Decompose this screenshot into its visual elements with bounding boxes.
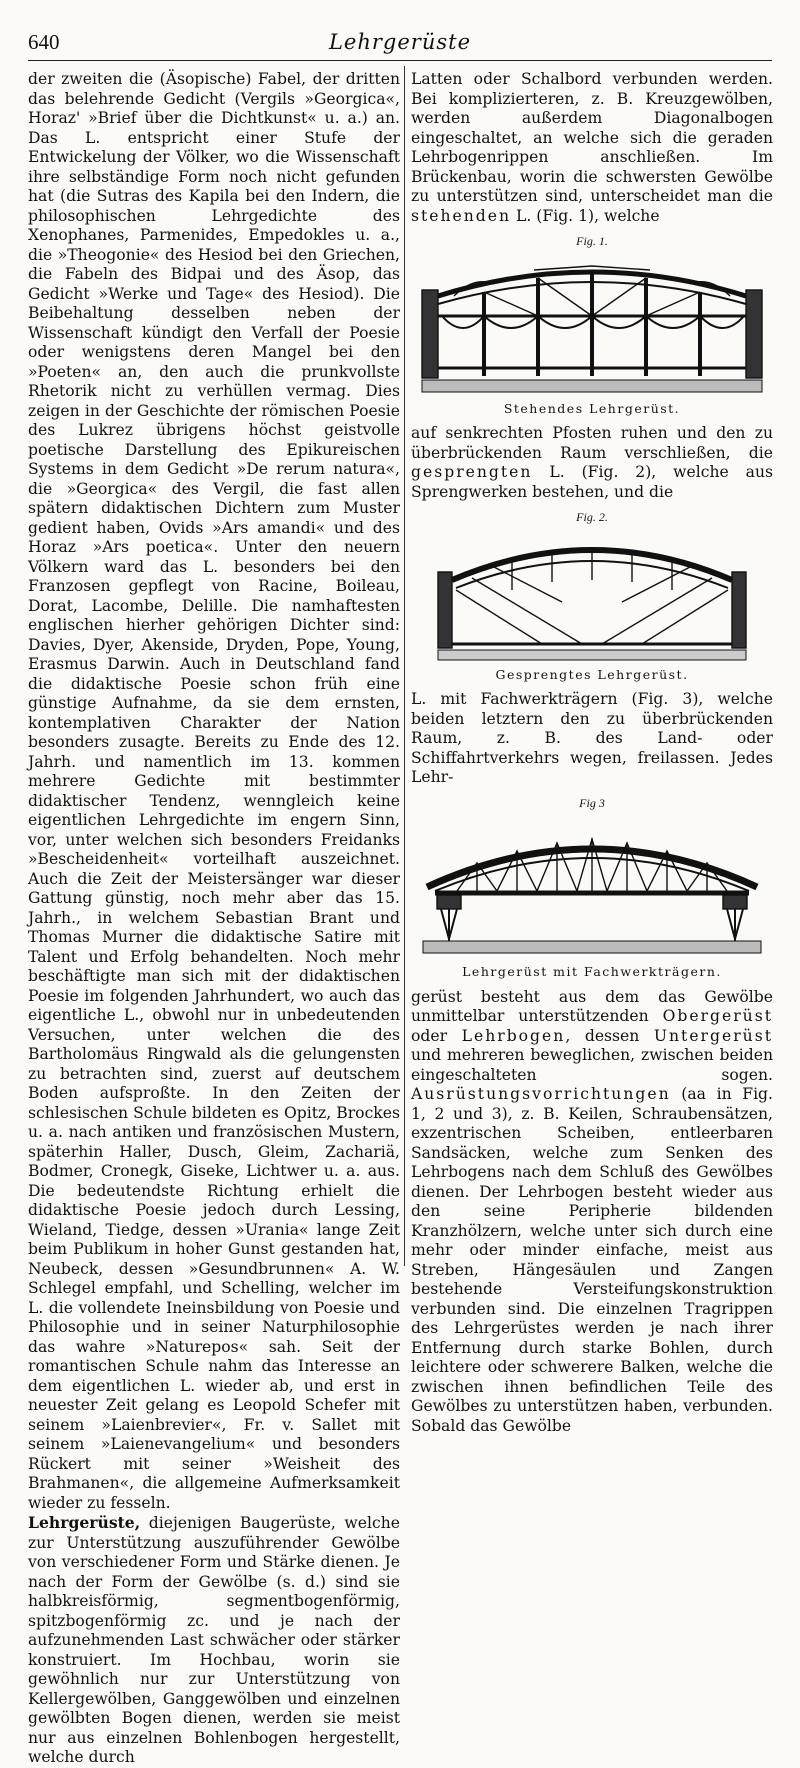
spaced-term: Ausrüstungsvorrichtungen xyxy=(411,1085,671,1103)
figure-2 xyxy=(411,508,773,684)
paragraph: der zweiten die (Äsopische) Fabel, der dritten das belehrende Gedicht (Vergils »Georgica«, Horaz' »Brief über die Dichtkunst« u. a.) an. Das L. entspricht einer Stufe der Entwickelung der Völker, wo die Wissenschaft ihre selbständige Form noch nicht gefunden hat (die Sutras des Kapila bei den Indern, die philosophischen Lehrgedichte des Xenophanes, Parmenides, Empedokles u. a., die »Theogonie« des Hesiod bei den Griechen, die Fabeln des Bidpai und des Äsop, das Gedicht »Werke und Tage« des Hesiod). Die Beibehaltung desselben neben der Wissenschaft kündigt den Verfall der Poesie oder wenigstens deren Mangel bei den »Poeten« an, den auch die prunkvollste Rhetorik nicht zu verhüllen vermag. Dies zeigen in der Geschichte der römischen Poesie des Lukrez übrigens höchst geistvolle poetische Darstellung des Epikureischen Systems in dem Gedicht »De rerum natura«, die »Georgica« des Vergil, die fast allen spätern didaktischen Dichtern zum Muster gedient haben, Ovids »Ars amandi« und des Horaz »Ars poetica«. Unter den neuern Völkern ward das L. besonders bei den Franzosen gepflegt von Racine, Boileau, Dorat, Lacombe, Delille. Die namhaftesten englischen hierher gehörigen Dichter sind: Davies, Dyer, Akenside, Dryden, Pope, Young, Erasmus Darwin. Auch in Deutschland fand die didaktische Poesie schon früh eine günstige Aufnahme, da sie dem ernsten, kontemplativen Charakter der Nation besonders zusagte. Bereits zu Ende des 12. Jahrh. und namentlich im 13. kommen mehrere Gedichte mit bestimmter didaktischer Tendenz, wenngleich keine eigentlichen Lehrgedichte im engern Sinn, vor, unter welchen sich besonders Freidanks »Bescheidenheit« vorteilhaft auszeichnet. Auch die Zeit der Meistersänger war dieser Gattung günstig, noch mehr aber das 15. Jahrh., in welchem Sebastian Brant und Thomas Murner die didaktische Satire mit Talent und Erfolg behandelten. Noch mehr beschäftigte man sich mit der didaktischen Poesie im folgenden Jahrhundert, wo auch das eigentliche L., obwohl nur in unbedeutenden Versuchen, unter welchen die des Bartholomäus Ringwald als die gelungensten zu betrachten sind, zuerst auf deutschem Boden aufsproßte. In den Zeiten der schlesischen Schule bildeten es Opitz, Brockes u. a. nach antiken und französischen Mustern, späterhin Haller, Dusch, Gleim, Zachariä, Bodmer, Cronegk, Giseke, Lichtwer u. a. aus. Die bedeutendste Richtung erhielt die didaktische Poesie jedoch durch Lessing, Wieland, Tiedge, dessen »Urania« lange Zeit beim Publikum in hoher Gunst gestanden hat, Neubeck, dessen »Gesundbrunnen« A. W. Schlegel empfahl, und Schelling, welcher im L. die vollendete Ineinsbildung von Poesie und Philosophie und in seiner Naturphilosophie das wahre »Naturepos« sah. Seit der romantischen Schule nahm das Interesse an dem eigentlichen L. wieder ab, und erst in neuester Zeit gelang es Leopold Schefer mit seinem »Laienbrevier«, Fr. v. Sallet mit seinem »Laienevangelium« und besonders Rückert mit seiner »Weisheit des Brahmanen«, die allgemeine Aufmerksamkeit wieder zu fesseln. xyxy=(28,70,400,1512)
braced-centering-illustration xyxy=(432,532,752,662)
page-number: 640 xyxy=(28,30,60,54)
right-column xyxy=(411,70,773,1435)
spaced-term: Obergerüst xyxy=(662,1007,773,1025)
page-header xyxy=(28,26,772,61)
entry-text: diejenigen Baugerüste, welche zur Unterstützung auszuführender Gewölbe von verschiedener Form und Stärke dienen. Je nach der Form der Gewölbe (s. d.) sind sie halbkreisförmig, segmentbogenförmig, spitzbogenförmig zc. und je nach der aufzunehmenden Last schwächer oder stärker konstruiert. Im Hochbau, worin sie gewöhnlich nur zur Unterstützung von Kellergewölben, Ganggewölben und einzelnen gewölbten Bogen dienen, werden sie meist nur aus einzelnen Bohlenbogen hergestellt, welche durch xyxy=(28,1514,400,1766)
left-column xyxy=(28,70,400,1766)
column-divider xyxy=(404,66,405,1266)
figure-1 xyxy=(411,232,773,418)
entry-lehrgerueste xyxy=(28,1513,400,1768)
spaced-term: stehenden xyxy=(411,206,512,225)
paragraph: L. mit Fachwerkträgern (Fig. 3), welche beiden letztern den zu überbrückenden Raum, z. B. des Land- oder Schiffahrtverkehrs wegen, freilassen. Jedes Lehr- xyxy=(411,690,773,786)
standing-centering-illustration xyxy=(414,256,770,396)
paragraph xyxy=(411,424,773,502)
spaced-term: Lehrbogen xyxy=(461,1026,566,1045)
figure-caption: Lehrgerüst mit Fachwerkträgern. xyxy=(462,964,722,979)
text-run: oder xyxy=(411,1026,462,1045)
entry-headword: Lehrgerüste, xyxy=(28,1513,141,1532)
text-run: , dessen xyxy=(565,1026,654,1045)
figure-caption: Stehendes Lehrgerüst. xyxy=(503,400,681,416)
text-run: gerüst besteht aus dem das Gewölbe unmittelbar unterstützenden xyxy=(411,987,773,1025)
text-run: Latten oder Schalbord verbunden werden. Bei komplizierteren, z. B. Kreuzgewölben, werden außerdem Diagonalbogen eingeschaltet, an welche sich die geraden Lehrbogenrippen anschließen. Im Brückenbau, worin die schwersten Gewölbe zu unterstützen sind, unterscheidet man die xyxy=(411,70,773,205)
text-run: L. (Fig. 2), welche aus Sprengwerken bestehen, und die xyxy=(411,463,773,501)
spaced-term: Untergerüst xyxy=(653,1026,773,1045)
figure-caption: Gesprengtes Lehrgerüst. xyxy=(495,666,689,682)
truss-centering-illustration xyxy=(417,817,767,959)
text-run: L. (Fig. 1), welche xyxy=(511,206,660,225)
text-run: und mehreren beweglichen, zwischen beiden eingeschalteten sogen. xyxy=(411,1046,773,1084)
running-title: Lehrgerüste xyxy=(328,30,471,54)
figure-3 xyxy=(411,794,773,982)
paragraph xyxy=(411,70,773,226)
figure-label: Fig 3 xyxy=(579,795,605,810)
figure-label: Fig. 2. xyxy=(576,510,608,524)
paragraph xyxy=(411,988,773,1437)
spaced-term: gesprengten xyxy=(411,463,533,481)
text-run: auf senkrechten Pfosten ruhen und den zu überbrückenden Raum verschließen, die xyxy=(411,424,773,462)
text-run: (aa in Fig. 1, 2 und 3), z. B. Keilen, Schraubensätzen, exzentrischen Scheiben, entleerbaren Sandsäcken, welche zum Senken des Lehrbogens nach dem Schluß des Gewölbes dienen. Der Lehrbogen besteht wieder aus den seine Peripherie bildenden Kranzhölzern, welche unter sich durch eine mehr oder minder einfache, meist aus Streben, Hängesäulen und Zangen bestehende Versteifungskonstruktion verbunden sind. Die einzelnen Tragrippen des Lehrgerüstes werden je nach ihrer Entfernung durch starke Bohlen, durch leichtere oder schwerere Balken, welche die zwischen ihnen befindlichen Teile des Gewölbes zu unterstützen haben, verbunden. Sobald das Gewölbe xyxy=(411,1085,773,1435)
figure-label: Fig. 1. xyxy=(576,234,608,248)
